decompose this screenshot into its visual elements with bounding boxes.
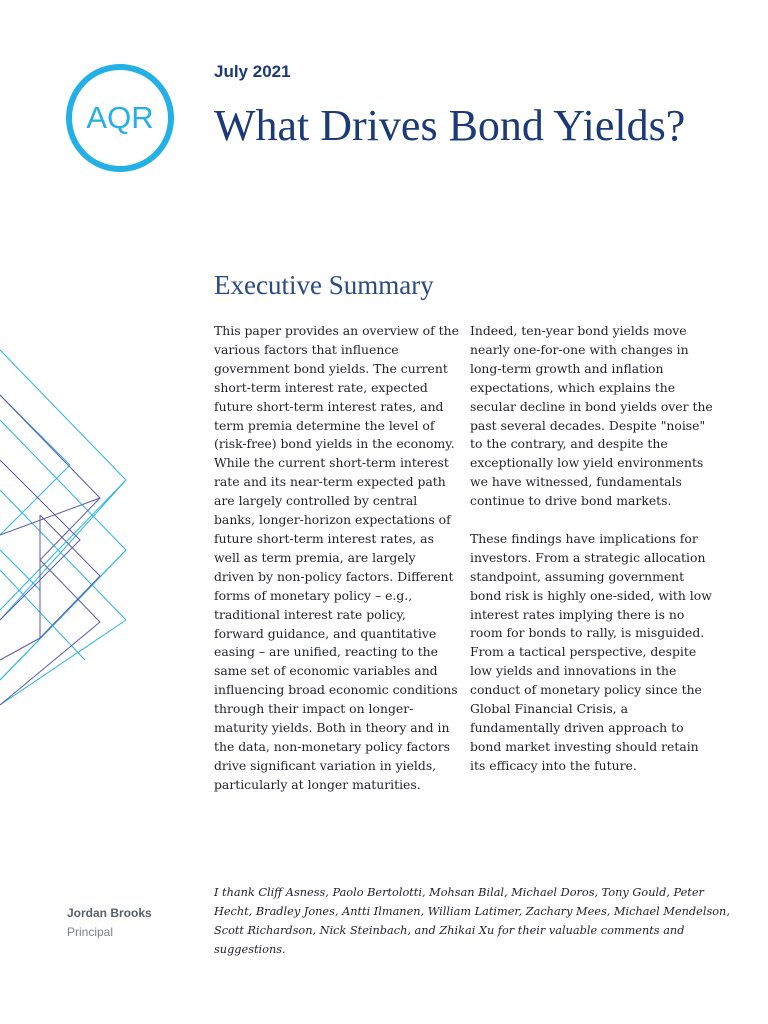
lattice-line	[0, 498, 100, 535]
lattice-line	[0, 638, 40, 660]
lattice-line	[0, 620, 126, 705]
aqr-logo	[66, 64, 174, 172]
author-block	[67, 904, 152, 942]
lattice-line	[0, 350, 126, 610]
lattice-line	[0, 570, 85, 660]
author-name: Jordan Brooks	[67, 906, 152, 920]
logo-text: AQR	[86, 100, 154, 135]
summary-paragraph-3: These findings have implications for investors. From a strategic allocation standpoint, assuming government bond risk is highly one-sided, with low interest rates implying there is no room for bonds to rally, is misguided. From a tactical perspective, despite low yields and innovations in the conduct of monetary policy since the Global Financial Crisis, a fundamentally driven approach to bond market investing should retain its efficacy into the future.	[470, 530, 712, 773]
publication-date: July 2021	[214, 62, 291, 81]
lattice-line	[0, 480, 126, 620]
section-title: Executive Summary	[214, 270, 434, 300]
diamond-lattice-graphic	[0, 340, 140, 710]
author-role: Principal	[67, 925, 114, 939]
lattice-line	[0, 395, 100, 705]
summary-column-right	[470, 322, 715, 776]
lattice-line	[40, 515, 100, 638]
summary-paragraph-1: This paper provides an overview of the various factors that influence government bond yields. The current short-term interest rate, expected future short-term interest rates, and term premia determine the level of (risk-free) bond yields in the economy. While the current short-term interest rate and its near-term expected path are largely controlled by central banks, longer-horizon expectations of future short-term interest rates, as well as term premia, are largely driven by non-policy factors. Different forms of monetary policy – e.g., traditional interest rate policy, forward guidance, and quantitative easing – are unified, reacting to the same set of economic variables and influencing broad economic conditions through their impact on longer-maturity yields. Both in theory and in the data, non-monetary policy factors drive significant variation in yields, particularly at longer maturities.	[214, 323, 459, 792]
summary-paragraph-2: Indeed, ten-year bond yields move nearly one-for-one with changes in long-term growth and inflation expectations, which explains the secular decline in bond yields over the past several decades. Despite "noise" to the contrary, and despite the exceptionally low yield environments we have witnessed, fundamentals continue to drive bond markets.	[470, 323, 713, 509]
lattice-line	[0, 550, 40, 590]
lattice-line	[0, 395, 70, 535]
acknowledgement: I thank Cliff Asness, Paolo Bertolotti, Mohsan Bilal, Michael Doros, Tony Gould, Peter Hecht, Bradley Jones, Antti Ilmanen, William Latimer, Zachary Mees, Michael Mendelson, Scott Richardson, Nick Steinbach, and Zhikai Xu for their valuable comments and suggestions.	[214, 886, 730, 956]
page-title: What Drives Bond Yields?	[214, 101, 686, 150]
summary-column-left	[214, 322, 459, 795]
